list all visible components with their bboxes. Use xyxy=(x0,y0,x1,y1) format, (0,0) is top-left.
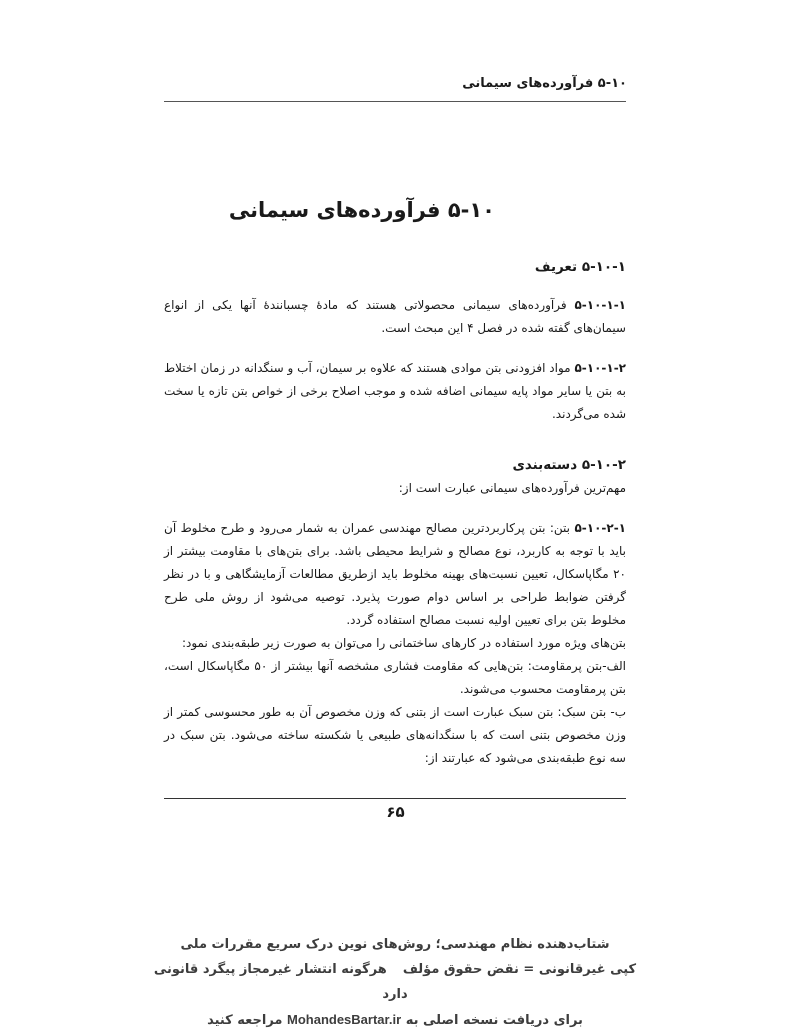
watermark-notice xyxy=(150,932,640,1033)
paragraph-text: مواد افزودنی بتن موادی هستند که علاوه بر سیمان، آب و سنگدانه در زمان اختلاط به بتن یا سایر مواد پایه سیمانی اضافه شده و موجب اصلاح برخی از خواص بتن تازه یا سخت شده می‌گردند. xyxy=(164,361,626,421)
watermark-line-3: برای دریافت نسخه اصلی به MohandesBartar.ir مراجعه کنید xyxy=(207,1012,583,1028)
paragraph-number: ۵-۱۰-۱-۱ xyxy=(574,298,626,312)
running-header: ۵-۱۰ فرآورده‌های سیمانی xyxy=(462,76,627,91)
section-definition xyxy=(164,256,626,279)
list-item-lightweight: ب- بتن سبک: بتن سبک عبارت است از بتنی که وزن مخصوص آن به طور محسوسی کمتر از وزن مخصوص بتنی است که با سنگدانه‌های طبیعی یا شکسته ساخته می‌شود. بتن سبک در سه نوع طبقه‌بندی می‌شود که عبارتند از: xyxy=(164,705,626,765)
paragraph-5-10-2-1 xyxy=(164,517,626,770)
section-heading-definition: ۵-۱۰-۱ تعریف xyxy=(534,259,626,275)
website-link[interactable]: MohandesBartar.ir xyxy=(287,1012,402,1027)
paragraph-5-10-1-2 xyxy=(164,357,626,426)
page-number: ۶۵ xyxy=(386,803,405,821)
footer-rule xyxy=(164,798,626,799)
section-classification xyxy=(164,454,626,500)
chapter-title: ۵-۱۰ فرآورده‌های سیمانی xyxy=(228,198,495,222)
special-concrete-intro: بتن‌های ویژه مورد استفاده در کارهای ساختمانی را می‌توان به صورت زیر طبقه‌بندی نمود: xyxy=(181,636,626,650)
list-item-high-strength: الف-بتن پرمقاومت: بتن‌هایی که مقاومت فشاری مشخصه آنها بیشتر از ۵۰ مگاپاسکال است، بتن پرمقاومت محسوب می‌شوند. xyxy=(164,659,626,696)
classification-intro: مهم‌ترین فرآورده‌های سیمانی عبارت است از: xyxy=(398,481,626,495)
paragraph-number: ۵-۱۰-۱-۲ xyxy=(574,361,626,375)
paragraph-text: بتن: بتن پرکاربردترین مصالح مهندسی عمران به شمار می‌رود و طرح مخلوط آن باید با توجه به کاربرد، نوع مصالح و شرایط محیطی باشد. برای بتن‌های با مقاومت بیشتر از ۲۰ مگاپاسکال، تعیین نسبت‌های بهینه مخلوط باید ازطریق مطالعات آزمایشگاهی و با در نظر گرفتن ضوابط طراحی بر اساس دوام صورت پذیرد. توصیه می‌شود از روش ملی طرح مخلوط بتن برای تعیین اولیه نسبت مصالح استفاده گردد. xyxy=(164,521,626,627)
watermark-line-2: کپی غیرقانونی = نقض حقوق مؤلفهرگونه انتشار غیرمجاز پیگرد قانونی دارد xyxy=(153,962,637,1002)
paragraph-number: ۵-۱۰-۲-۱ xyxy=(574,521,626,535)
paragraph-text: فرآورده‌های سیمانی محصولاتی هستند که مادۀ چسبانندۀ آنها یکی از انواع سیمان‌های گفته شده در فصل ۴ این مبحث است. xyxy=(164,298,626,335)
section-heading-classification: ۵-۱۰-۲ دسته‌بندی xyxy=(512,457,626,473)
watermark-line-1: شتاب‌دهنده نظام مهندسی؛ روش‌های نوین درک سریع مقررات ملی xyxy=(180,937,610,952)
paragraph-5-10-1-1 xyxy=(164,294,626,340)
header-rule xyxy=(164,101,626,102)
